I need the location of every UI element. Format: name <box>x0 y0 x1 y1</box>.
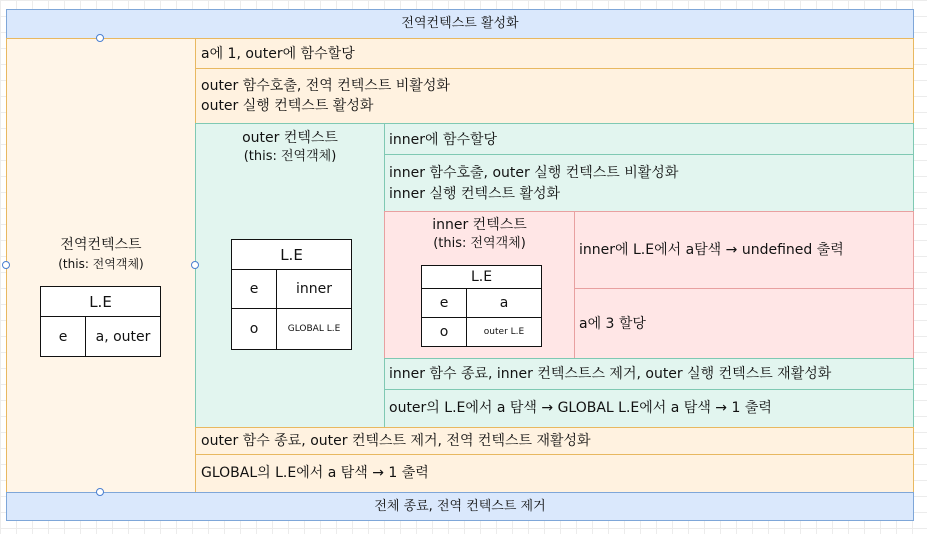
selection-handle-left[interactable] <box>2 261 10 269</box>
global-le-header: L.E <box>41 287 160 317</box>
outer-le-header: L.E <box>232 240 351 270</box>
selection-handle-top[interactable] <box>96 34 104 42</box>
global-end-text: outer 함수 종료, outer 컨텍스트 제거, 전역 컨텍스트 재활성화 <box>201 433 591 449</box>
outer-call-line1: inner 함수호출, outer 실행 컨텍스트 비활성화 <box>389 165 679 181</box>
inner-assign-row <box>574 288 914 359</box>
outer-end-row <box>384 358 914 390</box>
top-bar-text: 전역컨텍스트 활성화 <box>401 16 519 31</box>
global-end-row <box>195 427 914 455</box>
global-le-key: e <box>41 317 86 356</box>
global-context-end-bar <box>6 492 914 521</box>
global-le-value: a, outer <box>95 328 151 345</box>
outer-le-value: inner <box>277 270 351 309</box>
inner-assign-text: a에 3 할당 <box>579 316 646 332</box>
outer-call-row <box>384 154 914 212</box>
inner-context-title: inner 컨텍스트 <box>432 217 527 233</box>
outer-le-table <box>231 239 352 350</box>
global-assign-row <box>195 38 914 69</box>
outer-assign-text: inner에 함수할당 <box>389 132 498 148</box>
global-context-this: (this: 전역객체) <box>58 257 144 271</box>
global-lookup-text: GLOBAL의 L.E에서 a 탐색 → 1 출력 <box>201 465 429 481</box>
inner-lookup-text: inner에 L.E에서 a탐색 → undefined 출력 <box>579 242 844 258</box>
global-call-line1: outer 함수호출, 전역 컨텍스트 비활성화 <box>201 78 450 94</box>
outer-lookup-row <box>384 389 914 428</box>
inner-lookup-row <box>574 211 914 289</box>
outer-context-title: outer 컨텍스트 <box>242 130 338 146</box>
inner-context-this: (this: 전역객체) <box>433 236 526 251</box>
global-le-table <box>40 286 161 357</box>
outer-lookup-text: outer의 L.E에서 a 탐색 → GLOBAL L.E에서 a 탐색 → 1 출력 <box>389 400 772 416</box>
global-lookup-row <box>195 454 914 493</box>
global-call-row <box>195 68 914 124</box>
selection-handle-right[interactable] <box>191 261 199 269</box>
outer-end-text: inner 함수 종료, inner 컨텍스트스 제거, outer 실행 컨텍스트 재활성화 <box>389 366 832 382</box>
inner-le-outer-value: outer L.E <box>483 327 525 337</box>
bottom-bar-text: 전체 종료, 전역 컨텍스트 제거 <box>374 499 546 514</box>
inner-le-value: a <box>467 289 541 318</box>
global-context-activate-bar <box>6 9 914 39</box>
selection-handle-bottom[interactable] <box>96 488 104 496</box>
outer-call-line2: inner 실행 컨텍스트 활성화 <box>389 186 561 202</box>
outer-assign-row <box>384 123 914 155</box>
inner-le-outer-key: o <box>422 318 467 346</box>
global-assign-text: a에 1, outer에 함수할당 <box>201 46 355 62</box>
global-call-line2: outer 실행 컨텍스트 활성화 <box>201 98 374 114</box>
outer-context-this: (this: 전역객체) <box>243 149 337 164</box>
outer-le-key: e <box>232 270 277 309</box>
outer-le-outer-value: GLOBAL L.E <box>287 324 341 334</box>
inner-le-header: L.E <box>422 266 541 289</box>
outer-le-outer-key: o <box>232 309 277 349</box>
inner-le-table <box>421 265 542 347</box>
inner-le-key: e <box>422 289 467 318</box>
global-context-title: 전역컨텍스트 <box>60 237 142 253</box>
